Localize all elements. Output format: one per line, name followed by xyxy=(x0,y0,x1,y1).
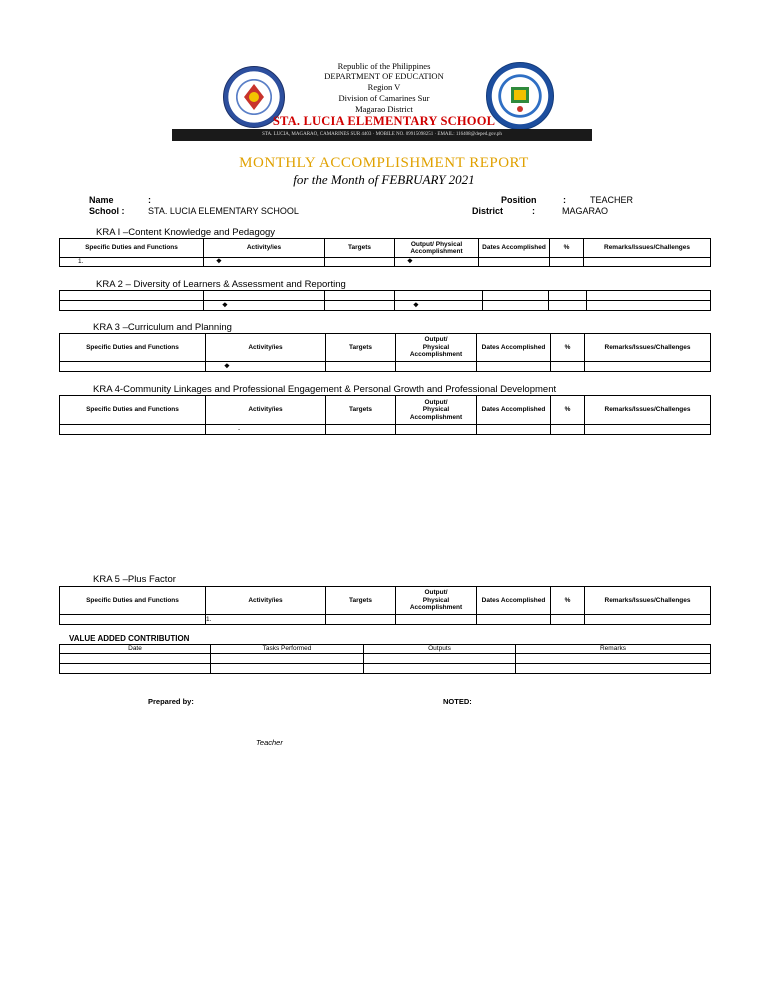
kra4-col-duties: Specific Duties and Functions xyxy=(60,396,206,425)
name-colon: : xyxy=(148,195,151,205)
name-label: Name xyxy=(89,195,114,205)
diamond-icon: ❖ xyxy=(395,258,479,267)
teacher-label: Teacher xyxy=(256,738,283,747)
kra4-title: KRA 4-Community Linkages and Professional Engagement & Personal Growth and Professional Development xyxy=(93,384,557,395)
table-cell[interactable] xyxy=(477,425,551,435)
kra4-col-remarks: Remarks/Issues/Challenges xyxy=(585,396,711,425)
table-cell[interactable] xyxy=(364,664,516,674)
table-row xyxy=(60,301,711,311)
kra1-col-activities: Activity/ies xyxy=(204,239,325,258)
table-cell[interactable] xyxy=(211,664,364,674)
table-cell[interactable] xyxy=(396,615,477,625)
table-cell[interactable] xyxy=(395,291,483,301)
school-label: School : xyxy=(89,206,125,216)
diamond-icon: ❖ xyxy=(206,362,326,372)
district-value: MAGARAO xyxy=(562,206,609,216)
kra5-col-activities: Activity/ies xyxy=(206,587,326,615)
kra5-col-dates: Dates Accomplished xyxy=(477,587,551,615)
kra2-table xyxy=(59,290,711,311)
table-row xyxy=(60,615,711,625)
kra2-title: KRA 2 – Diversity of Learners & Assessment and Reporting xyxy=(96,279,346,290)
table-cell[interactable] xyxy=(516,654,711,664)
header-division: Division of Camarines Sur xyxy=(338,93,430,103)
kra3-col-activities: Activity/ies xyxy=(206,334,326,362)
table-cell[interactable] xyxy=(60,664,211,674)
table-row xyxy=(60,362,711,372)
vac-col-remarks: Remarks xyxy=(516,645,711,654)
kra1-col-dates: Dates Accomplished xyxy=(479,239,550,258)
table-cell[interactable] xyxy=(204,291,325,301)
table-cell[interactable] xyxy=(585,615,711,625)
table-cell[interactable] xyxy=(60,362,206,372)
district-label: District xyxy=(472,206,504,216)
kra5-col-remarks: Remarks/Issues/Challenges xyxy=(585,587,711,615)
kra1-col-percent: % xyxy=(550,239,584,258)
output-line1: Output/ xyxy=(424,336,448,344)
vac-col-outputs: Outputs xyxy=(364,645,516,654)
table-cell[interactable] xyxy=(211,654,364,664)
school-name-heading: STA. LUCIA ELEMENTARY SCHOOL xyxy=(272,114,496,128)
table-cell[interactable] xyxy=(60,301,204,311)
kra1-col-output: Output/ Physical Accomplishment xyxy=(395,239,479,258)
table-cell[interactable] xyxy=(587,301,711,311)
vac-title: VALUE ADDED CONTRIBUTION xyxy=(69,634,190,643)
table-cell[interactable] xyxy=(60,615,206,625)
kra5-col-percent: % xyxy=(551,587,585,615)
table-cell[interactable] xyxy=(326,615,396,625)
report-title: MONTHLY ACCOMPLISHMENT REPORT xyxy=(239,155,529,171)
output-line3: Accomplishment xyxy=(409,604,463,612)
kra1-col-targets: Targets xyxy=(325,239,395,258)
table-cell[interactable] xyxy=(551,362,585,372)
diamond-icon: ❖ xyxy=(395,301,483,311)
kra4-table xyxy=(59,395,711,435)
kra3-col-output xyxy=(396,334,477,362)
table-row xyxy=(60,654,711,664)
address-bar: STA. LUCIA, MAGARAO, CAMARINES SUR 4403 · MOBILE NO. 09915098251 · EMAIL: 116408@deped.gov.ph xyxy=(172,129,592,141)
kra5-col-duties: Specific Duties and Functions xyxy=(60,587,206,615)
kra5-title: KRA 5 –Plus Factor xyxy=(93,574,176,585)
kra3-col-targets: Targets xyxy=(326,334,396,362)
prepared-by-label: Prepared by: xyxy=(148,697,194,706)
diamond-icon: ❖ xyxy=(204,301,325,311)
output-line1: Output/ xyxy=(424,398,448,406)
noted-label: NOTED: xyxy=(443,697,472,706)
table-cell[interactable] xyxy=(325,301,395,311)
output-line1: Output/ xyxy=(424,589,448,597)
kra3-col-duties: Specific Duties and Functions xyxy=(60,334,206,362)
kra1-col-duties: Specific Duties and Functions xyxy=(60,239,204,258)
table-cell[interactable] xyxy=(483,291,549,301)
kra3-col-dates: Dates Accomplished xyxy=(477,334,551,362)
table-cell[interactable] xyxy=(60,654,211,664)
table-cell[interactable] xyxy=(477,362,551,372)
table-row xyxy=(60,258,711,267)
kra4-dash: - xyxy=(206,425,326,435)
vac-col-tasks: Tasks Performed xyxy=(211,645,364,654)
table-cell[interactable] xyxy=(483,301,549,311)
district-colon: : xyxy=(532,206,535,216)
table-cell[interactable] xyxy=(396,362,477,372)
kra5-row-number: 1. xyxy=(206,615,326,625)
kra4-col-activities: Activity/ies xyxy=(206,396,326,425)
table-row xyxy=(60,425,711,435)
table-row xyxy=(60,291,711,301)
table-cell[interactable] xyxy=(364,654,516,664)
table-cell[interactable] xyxy=(551,425,585,435)
output-line2: Physical xyxy=(422,406,450,414)
kra4-col-percent: % xyxy=(551,396,585,425)
table-cell[interactable] xyxy=(549,301,587,311)
vac-col-date: Date xyxy=(60,645,211,654)
table-cell[interactable] xyxy=(585,362,711,372)
output-line2: Physical xyxy=(422,343,450,351)
kra3-table xyxy=(59,333,711,372)
position-colon: : xyxy=(563,195,566,205)
table-cell[interactable] xyxy=(587,291,711,301)
table-cell[interactable] xyxy=(325,291,395,301)
kra3-col-percent: % xyxy=(551,334,585,362)
kra1-title: KRA I –Content Knowledge and Pedagogy xyxy=(96,227,276,238)
kra1-row-number: 1. xyxy=(60,258,204,267)
kra4-col-targets: Targets xyxy=(326,396,396,425)
table-cell[interactable] xyxy=(60,425,206,435)
table-cell[interactable] xyxy=(325,258,395,267)
output-line3: Accomplishment xyxy=(409,351,463,359)
kra4-col-output xyxy=(396,396,477,425)
table-cell[interactable] xyxy=(396,425,477,435)
table-row xyxy=(60,664,711,674)
kra1-col-remarks: Remarks/Issues/Challenges xyxy=(584,239,711,258)
table-cell[interactable] xyxy=(584,258,711,267)
kra1-table xyxy=(59,238,711,267)
output-line2: Physical xyxy=(422,596,450,604)
table-cell[interactable] xyxy=(549,291,587,301)
table-cell[interactable] xyxy=(60,291,204,301)
header-department: DEPARTMENT OF EDUCATION xyxy=(324,71,444,81)
table-cell[interactable] xyxy=(585,425,711,435)
header-district: Magarao District xyxy=(355,104,413,114)
school-value: STA. LUCIA ELEMENTARY SCHOOL xyxy=(148,206,299,216)
output-line3: Accomplishment xyxy=(409,413,463,421)
table-cell[interactable] xyxy=(479,258,550,267)
vac-table xyxy=(59,644,711,674)
table-cell[interactable] xyxy=(326,362,396,372)
table-cell[interactable] xyxy=(551,615,585,625)
report-subtitle: for the Month of FEBRUARY 2021 xyxy=(293,172,475,187)
kra5-table xyxy=(59,586,711,625)
kra5-col-targets: Targets xyxy=(326,587,396,615)
table-cell[interactable] xyxy=(326,425,396,435)
table-cell[interactable] xyxy=(550,258,584,267)
kra4-col-dates: Dates Accomplished xyxy=(477,396,551,425)
table-cell[interactable] xyxy=(516,664,711,674)
diamond-icon: ❖ xyxy=(204,258,325,267)
kra3-col-remarks: Remarks/Issues/Challenges xyxy=(585,334,711,362)
kra3-title: KRA 3 –Curriculum and Planning xyxy=(93,322,232,333)
header-region: Region V xyxy=(367,82,401,92)
table-cell[interactable] xyxy=(477,615,551,625)
position-value: TEACHER xyxy=(590,195,634,205)
position-label: Position xyxy=(501,195,537,205)
kra5-col-output xyxy=(396,587,477,615)
header-republic: Republic of the Philippines xyxy=(337,61,431,71)
